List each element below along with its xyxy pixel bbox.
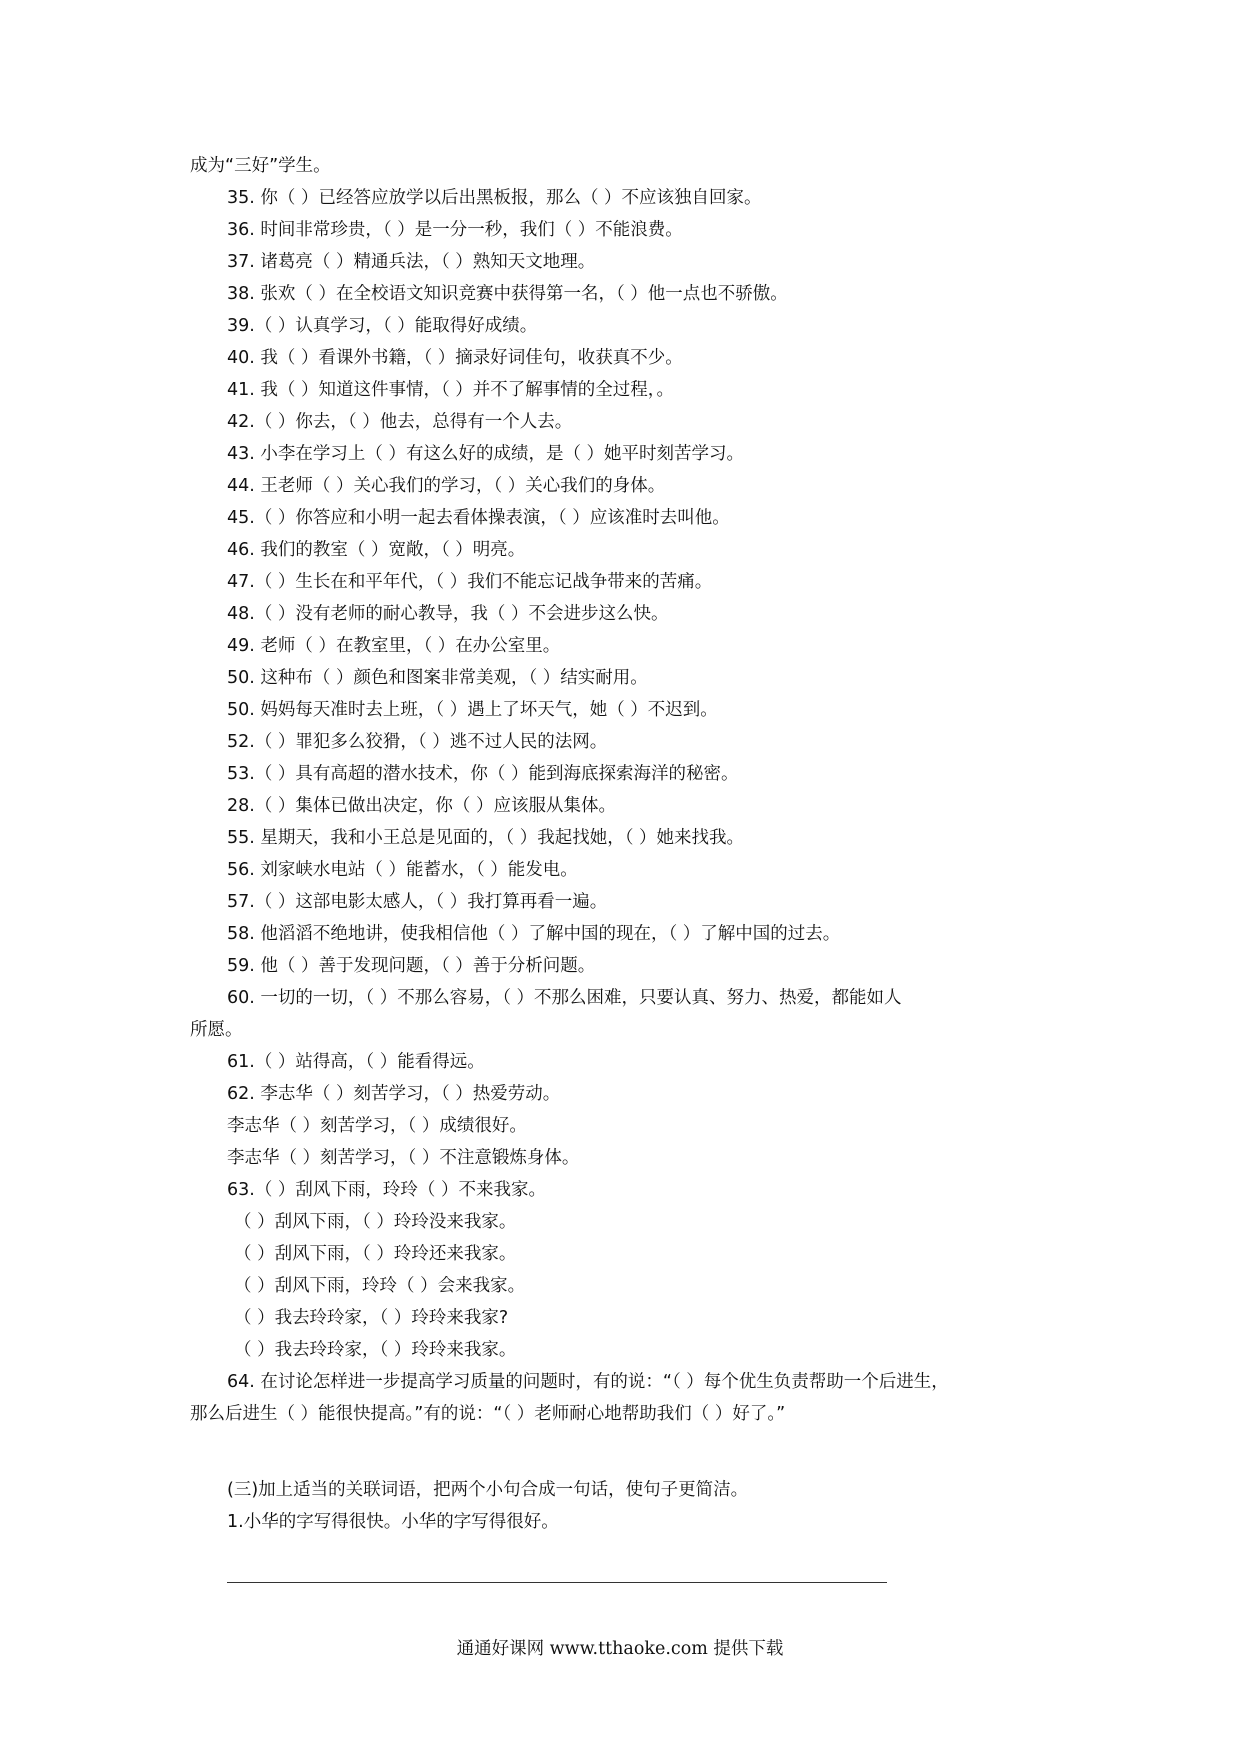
question-56: 56. 刘家峡水电站（ ）能蓄水，（ ）能发电。 xyxy=(227,860,578,880)
question-57: 57.（ ）这部电影太感人，（ ）我打算再看一遍。 xyxy=(227,892,608,912)
question-62: 62. 李志华（ ）刻苦学习，（ ）热爱劳动。 xyxy=(227,1084,561,1104)
question-48: 48.（ ）没有老师的耐心教导，我（ ）不会进步这么快。 xyxy=(227,604,669,624)
question-63-d: （ ）刮风下雨，玲玲（ ）会来我家。 xyxy=(234,1276,526,1296)
question-58: 58. 他滔滔不绝地讲，使我相信他（ ）了解中国的现在，（ ）了解中国的过去。 xyxy=(227,924,841,944)
question-39: 39.（ ）认真学习，（ ）能取得好成绩。 xyxy=(227,316,538,336)
question-38: 38. 张欢（ ）在全校语文知识竞赛中获得第一名，（ ）他一点也不骄傲。 xyxy=(227,284,788,304)
question-42: 42.（ ）你去，（ ）他去，总得有一个人去。 xyxy=(227,412,573,432)
question-53: 53.（ ）具有高超的潜水技术，你（ ）能到海底探索海洋的秘密。 xyxy=(227,764,739,784)
question-59: 59. 他（ ）善于发现问题，（ ）善于分析问题。 xyxy=(227,956,596,976)
question-62-b: 李志华（ ）刻苦学习，（ ）成绩很好。 xyxy=(227,1116,527,1136)
question-63-b: （ ）刮风下雨，（ ）玲玲没来我家。 xyxy=(234,1212,517,1232)
question-62-c: 李志华（ ）刻苦学习，（ ）不注意锻炼身体。 xyxy=(227,1148,580,1168)
question-60: 60. 一切的一切，（ ）不那么容易，（ ）不那么困难，只要认真、努力、热爱，都能如人 xyxy=(227,988,902,1008)
question-50: 50. 这种布（ ）颜色和图案非常美观，（ ）结实耐用。 xyxy=(227,668,648,688)
question-60-cont: 所愿。 xyxy=(190,1020,243,1040)
question-64: 64. 在讨论怎样进一步提高学习质量的问题时，有的说：“（ ）每个优生负责帮助一个后进生， xyxy=(227,1372,949,1392)
question-37: 37. 诸葛亮（ ）精通兵法，（ ）熟知天文地理。 xyxy=(227,252,596,272)
question-41: 41. 我（ ）知道这件事情，（ ）并不了解事情的全过程，。 xyxy=(227,380,675,400)
question-64-cont: 那么后进生（ ）能很快提高。”有的说：“（ ）老师耐心地帮助我们（ ）好了。” xyxy=(190,1404,786,1424)
question-43: 43. 小李在学习上（ ）有这么好的成绩，是（ ）她平时刻苦学习。 xyxy=(227,444,745,464)
question-46: 46. 我们的教室（ ）宽敞，（ ）明亮。 xyxy=(227,540,526,560)
question-40: 40. 我（ ）看课外书籍，（ ）摘录好词佳句，收获真不少。 xyxy=(227,348,683,368)
question-50b: 50. 妈妈每天准时去上班，（ ）遇上了坏天气，她（ ）不迟到。 xyxy=(227,700,718,720)
question-63-e: （ ）我去玲玲家，（ ）玲玲来我家? xyxy=(234,1308,509,1328)
text-line: 成为“三好”学生。 xyxy=(190,156,331,176)
question-49: 49. 老师（ ）在教室里，（ ）在办公室里。 xyxy=(227,636,561,656)
question-35: 35. 你（ ）已经答应放学以后出黑板报，那么（ ）不应该独自回家。 xyxy=(227,188,762,208)
question-28: 28.（ ）集体已做出决定，你（ ）应该服从集体。 xyxy=(227,796,616,816)
question-55: 55. 星期天，我和小王总是见面的，（ ）我起找她，（ ）她来找我。 xyxy=(227,828,745,848)
exercise-1: 1.小华的字写得很快。小华的字写得很好。 xyxy=(227,1512,559,1532)
footer: 通通好课网 www.tthaoke.com 提供下载 xyxy=(456,1639,784,1659)
question-63-c: （ ）刮风下雨，（ ）玲玲还来我家。 xyxy=(234,1244,517,1264)
question-63: 63.（ ）刮风下雨，玲玲（ ）不来我家。 xyxy=(227,1180,546,1200)
question-44: 44. 王老师（ ）关心我们的学习，（ ）关心我们的身体。 xyxy=(227,476,666,496)
section-title: (三)加上适当的关联词语，把两个小句合成一句话，使句子更简洁。 xyxy=(227,1480,749,1500)
question-47: 47.（ ）生长在和平年代，（ ）我们不能忘记战争带来的苦痛。 xyxy=(227,572,713,592)
question-63-f: （ ）我去玲玲家，（ ）玲玲来我家。 xyxy=(234,1340,517,1360)
answer-line xyxy=(227,1582,887,1583)
question-36: 36. 时间非常珍贵，（ ）是一分一秒，我们（ ）不能浪费。 xyxy=(227,220,683,240)
question-45: 45.（ ）你答应和小明一起去看体操表演，（ ）应该准时去叫他。 xyxy=(227,508,730,528)
question-52: 52.（ ）罪犯多么狡猾，（ ）逃不过人民的法网。 xyxy=(227,732,608,752)
question-61: 61.（ ）站得高，（ ）能看得远。 xyxy=(227,1052,485,1072)
